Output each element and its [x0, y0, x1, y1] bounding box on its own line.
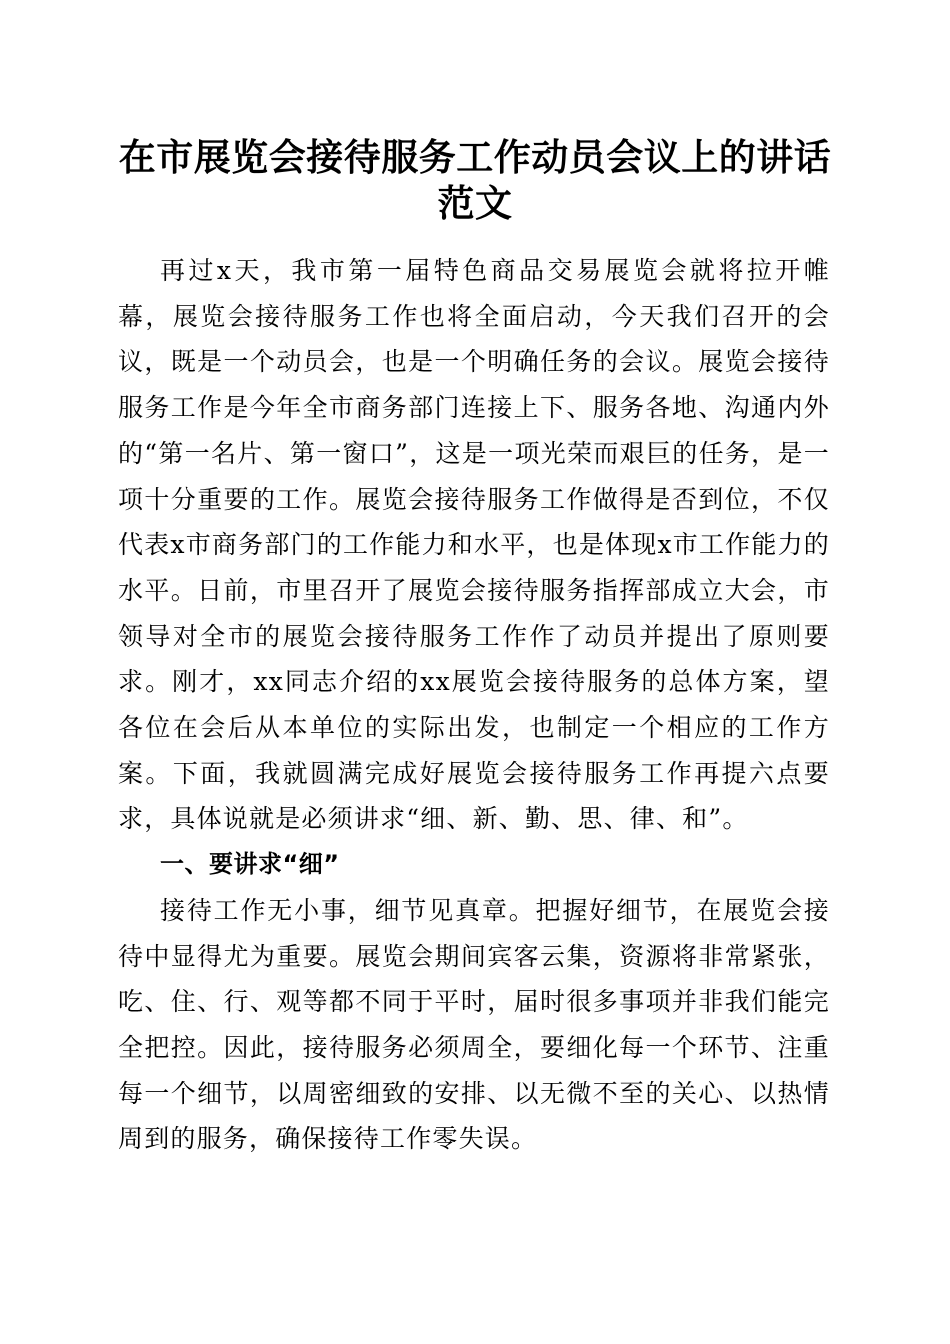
intro-paragraph: 再过x天，我市第一届特色商品交易展览会就将拉开帷幕，展览会接待服务工作也将全面启动，今天我们召开的会议，既是一个动员会，也是一个明确任务的会议。展览会接待服务工作是今年全市商务部门连接上下、服务各地、沟通内外的“第一名片、第一窗口”，这是一项光荣而艰巨的任务，是一项十分重要的工作。展览会接待服务工作做得是否到位，不仅代表x市商务部门的工作能力和水平，也是体现x市工作能力的水平。日前，市里召开了展览会接待服务指挥部成立大会，市领导对全市的展览会接待服务工作作了动员并提出了原则要求。刚才，xx同志介绍的xx展览会接待服务的总体方案，望各位在会后从本单位的实际出发，也制定一个相应的工作方案。下面，我就圆满完成好展览会接待服务工作再提六点要求，具体说就是必须讲求“细、新、勤、思、律、和”。 [118, 256, 830, 834]
page-title: 在市展览会接待服务工作动员会议上的讲话范文 [118, 135, 832, 225]
section-heading-1: 一、要讲求“细” [160, 850, 340, 879]
section-paragraph-1: 接待工作无小事，细节见真章。把握好细节，在展览会接待中显得尤为重要。展览会期间宾客云集，资源将非常紧张，吃、住、行、观等都不同于平时，届时很多事项并非我们能完全把控。因此，接待服务必须周全，要细化每一个环节、注重每一个细节，以周密细致的安排、以无微不至的关心、以热情周到的服务，确保接待工作零失误。 [118, 895, 830, 1154]
document-body [118, 248, 830, 1162]
